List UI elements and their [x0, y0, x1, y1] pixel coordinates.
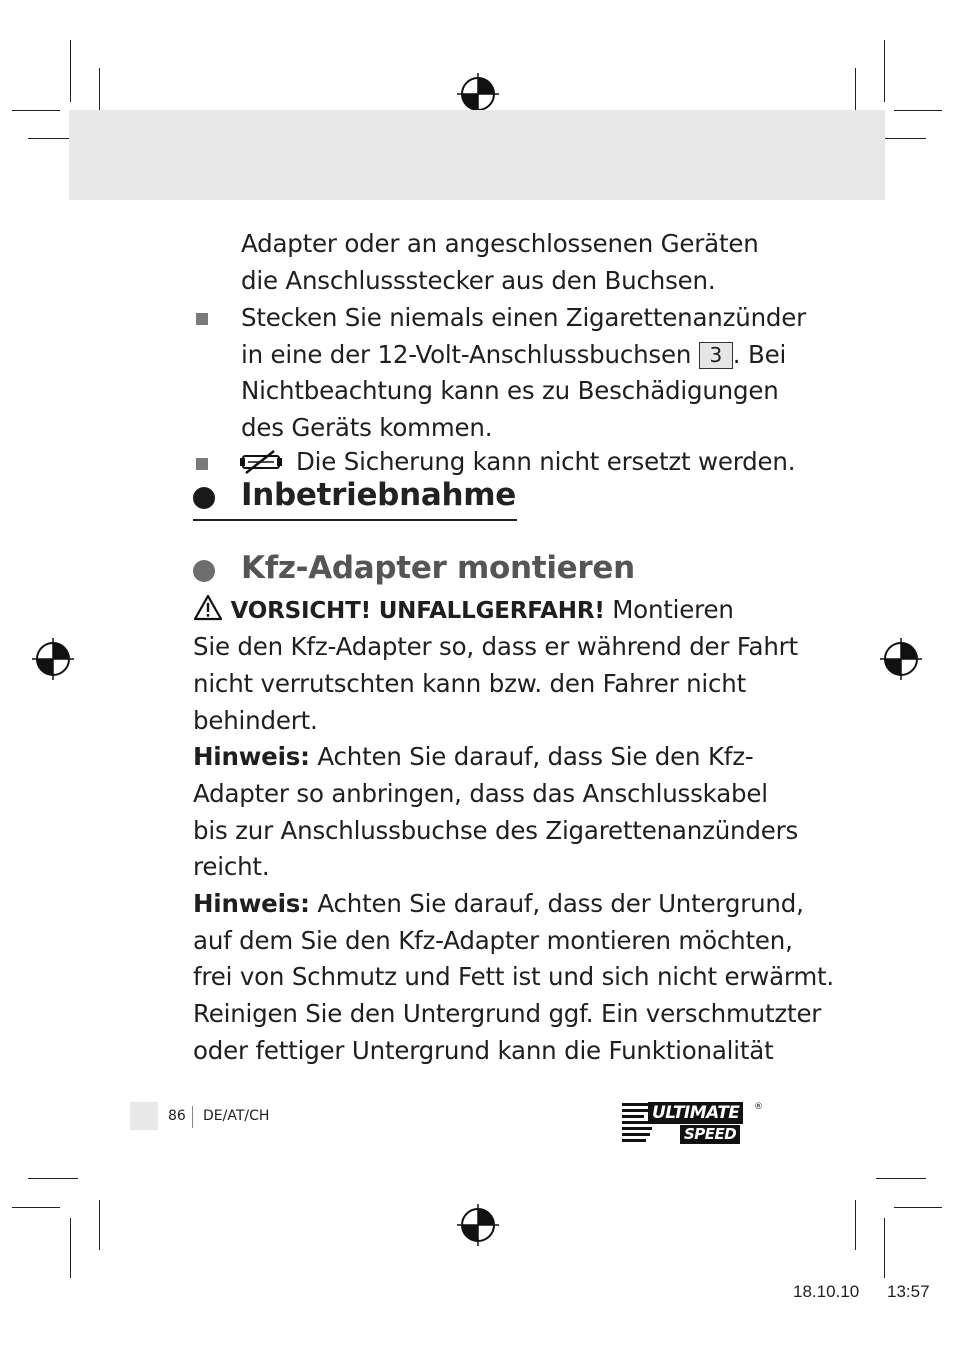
note-line: auf dem Sie den Kfz-Adapter montieren möchten, — [193, 926, 793, 955]
bullet-text-segment: . Bei — [732, 340, 787, 369]
registered-mark: ® — [754, 1102, 763, 1112]
no-fuse-replacement-icon — [240, 449, 286, 475]
continued-text-line: Adapter oder an angeschlossenen Geräten — [241, 229, 759, 258]
bullet-text-line: des Geräts kommen. — [241, 413, 493, 442]
bullet-marker — [196, 458, 208, 470]
bullet-text-line: Stecken Sie niemals einen Zigarettenanzünder — [241, 303, 807, 332]
note-label: Hinweis: — [193, 889, 310, 918]
subsection-heading: Kfz-Adapter montieren — [241, 550, 635, 586]
note-line: reicht. — [193, 852, 270, 881]
subsection-dot — [193, 560, 215, 582]
locale-label: DE/AT/CH — [203, 1108, 270, 1124]
reference-number-box: 3 — [699, 342, 733, 369]
warning-line — [193, 591, 734, 630]
note-line: Adapter so anbringen, dass das Anschlusskabel — [193, 779, 768, 808]
note-line: frei von Schmutz und Fett ist und sich nicht erwärmt. — [193, 962, 834, 991]
bullet-text-segment: in eine der 12-Volt-Anschlussbuchsen — [241, 340, 692, 369]
continued-text-line: die Anschlussstecker aus den Buchsen. — [241, 266, 716, 295]
note-text: Achten Sie darauf, dass der Untergrund, — [317, 889, 804, 918]
brand-name-bottom: SPEED — [680, 1125, 740, 1144]
print-date: 18.10.10 — [793, 1282, 860, 1301]
warning-line: behindert. — [193, 706, 318, 735]
print-time: 13:57 — [887, 1282, 930, 1301]
page-number-box — [130, 1102, 158, 1130]
section-dot — [193, 487, 215, 509]
warning-line: nicht verrutschten kann bzw. den Fahrer nicht — [193, 669, 747, 698]
warning-label: VORSICHT! UNFALLGERFAHR! — [230, 598, 605, 624]
bullet-text-line: Die Sicherung kann nicht ersetzt werden. — [296, 447, 796, 476]
note-line: oder fettiger Untergrund kann die Funktionalität — [193, 1036, 774, 1065]
note-line — [193, 738, 754, 775]
bullet-text-line: Nichtbeachtung kann es zu Beschädigungen — [241, 376, 779, 405]
note-line: bis zur Anschlussbuchse des Zigarettenanzünders — [193, 816, 799, 845]
section-heading-underline — [193, 519, 517, 521]
bullet-marker — [196, 313, 208, 325]
note-label: Hinweis: — [193, 742, 310, 771]
bullet-text-line — [241, 336, 786, 373]
warning-triangle-icon — [193, 594, 223, 621]
note-line — [193, 885, 804, 922]
warning-text: Montieren — [612, 595, 734, 624]
header-band — [69, 110, 885, 200]
section-heading: Inbetriebnahme — [241, 477, 516, 513]
registration-mark-icon — [880, 638, 922, 680]
brand-logo — [622, 1100, 766, 1148]
registration-mark-icon — [457, 73, 499, 115]
page-number: 86 — [168, 1108, 186, 1124]
footer-divider — [192, 1106, 193, 1128]
brand-name-top: ULTIMATE — [648, 1102, 743, 1124]
registration-mark-icon — [457, 1204, 499, 1246]
warning-line: Sie den Kfz-Adapter so, dass er während der Fahrt — [193, 632, 798, 661]
registration-mark-icon — [32, 638, 74, 680]
note-text: Achten Sie darauf, dass Sie den Kfz- — [317, 742, 754, 771]
note-line: Reinigen Sie den Untergrund ggf. Ein verschmutzter — [193, 999, 822, 1028]
